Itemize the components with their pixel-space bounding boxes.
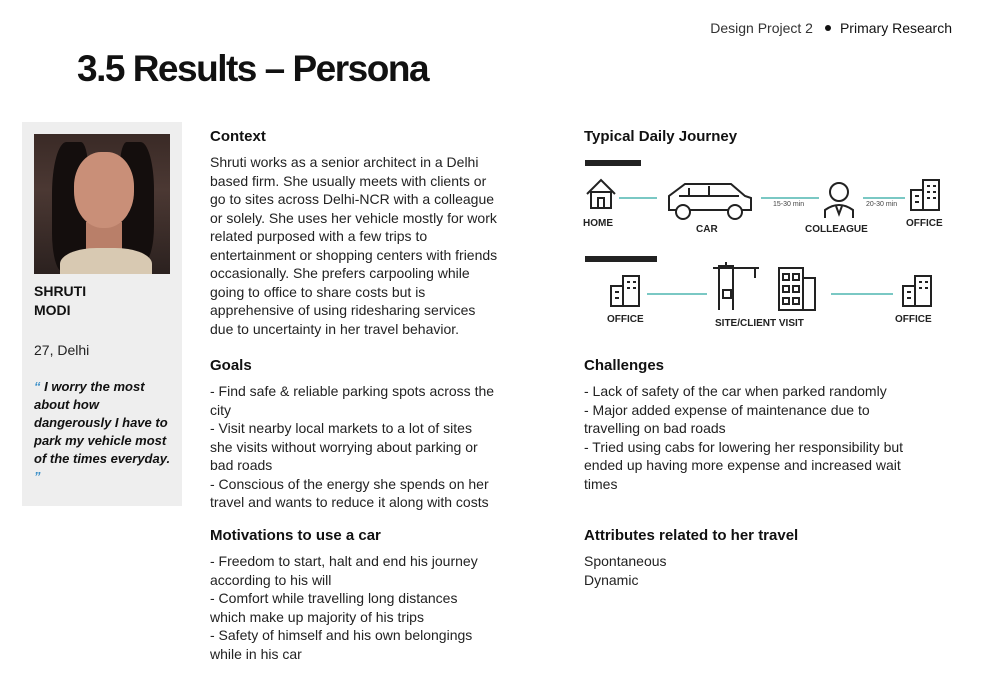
attribute-item: Spontaneous <box>584 553 667 569</box>
label-office-end: OFFICE <box>895 314 932 325</box>
text-line: entertainment or shopping centers with friends <box>210 246 498 263</box>
context-heading: Context <box>210 128 266 145</box>
label-car: CAR <box>696 224 718 235</box>
text-line: due to uncertainty in her travel behavior. <box>210 320 460 337</box>
text-line: - Visit nearby local markets to a lot of sites <box>210 420 472 436</box>
motivations-body <box>210 552 478 663</box>
attributes-heading: Attributes related to her travel <box>584 527 799 544</box>
quote-close-mark: ” <box>34 469 41 484</box>
motivations-heading: Motivations to use a car <box>210 527 381 544</box>
attribute-item: Dynamic <box>584 571 639 588</box>
home-icon <box>587 180 615 208</box>
text-line: which make up majority of his trips <box>210 608 424 625</box>
project-label: Design Project 2 <box>710 20 813 36</box>
text-line: - Conscious of the energy she spends on her <box>210 475 489 492</box>
text-line: ended up having more expense and increased wait <box>584 457 901 473</box>
section-label: Primary Research <box>839 20 952 36</box>
goals-body <box>210 382 494 512</box>
label-site-visit: SITE/CLIENT VISIT <box>715 318 804 329</box>
text-line: travelling on bad roads <box>584 420 726 436</box>
persona-card <box>22 122 182 506</box>
text-line: Shruti works as a senior architect in a Delhi <box>210 154 479 170</box>
text-line: travel and wants to reduce it along with costs <box>210 494 489 510</box>
journey-heading: Typical Daily Journey <box>584 128 738 145</box>
text-line: bad roads <box>210 457 273 473</box>
bullet-dot <box>825 25 831 31</box>
journey-svg <box>583 158 955 338</box>
time-car-colleague: 15-30 min <box>773 201 805 208</box>
label-office-start: OFFICE <box>607 314 644 325</box>
persona-photo <box>34 134 170 274</box>
text-line: - Safety of himself and his own belongings <box>210 627 473 643</box>
goals-heading: Goals <box>210 357 252 374</box>
persona-last-name: MODI <box>34 302 71 318</box>
text-line: based firm. She usually meets with clients or <box>210 172 487 189</box>
quote-open-mark: “ <box>34 379 41 394</box>
text-line: while in his car <box>210 645 302 662</box>
label-home: HOME <box>583 218 613 229</box>
text-line: - Tried using cabs for lowering her responsibility but <box>584 438 904 455</box>
site-buildings-icon <box>779 268 815 310</box>
office-building-icon-3 <box>903 276 931 306</box>
persona-name <box>34 282 174 320</box>
text-line: occasionally. She prefers carpooling while <box>210 265 470 281</box>
office-building-icon <box>911 180 939 210</box>
text-line: related purposed with a few trips to <box>210 228 428 244</box>
text-line: - Freedom to start, halt and end his journey <box>210 553 478 569</box>
text-line: go to sites across Delhi-NCR with a colleague <box>210 191 495 207</box>
intermittent-trips-tag <box>585 256 657 262</box>
persona-first-name: SHRUTI <box>34 283 87 299</box>
challenges-body <box>584 382 903 493</box>
quote-text: I worry the most about how dangerously I have to park my vehicle most of the times everyday. <box>34 379 171 466</box>
text-line: she visits without worrying about parking or <box>210 438 478 455</box>
label-colleague: COLLEAGUE <box>805 224 868 235</box>
colleague-icon <box>825 183 853 218</box>
time-colleague-office: 20-30 min <box>866 201 898 208</box>
office-building-icon-2 <box>611 276 639 306</box>
persona-quote <box>34 378 174 486</box>
persona-age-location: 27, Delhi <box>34 342 90 358</box>
text-line: - Major added expense of maintenance due to <box>584 401 870 418</box>
context-body <box>210 153 497 338</box>
header-breadcrumb <box>710 20 952 36</box>
car-icon <box>669 184 751 219</box>
text-line: city <box>210 401 231 418</box>
text-line: going to office to share costs but is <box>210 283 426 300</box>
text-line: times <box>584 475 618 492</box>
challenges-heading: Challenges <box>584 357 665 374</box>
label-office: OFFICE <box>906 218 943 229</box>
journey-diagram <box>583 158 955 338</box>
text-line: according to his will <box>210 571 332 588</box>
construction-crane-icon <box>713 262 759 310</box>
text-line: - Lack of safety of the car when parked randomly <box>584 383 887 399</box>
attributes-body <box>584 552 667 589</box>
text-line: or solely. She uses her vehicle mostly for work <box>210 209 497 226</box>
text-line: - Comfort while travelling long distances <box>210 590 458 606</box>
text-line: apprehensive of using ridesharing services <box>210 302 476 318</box>
text-line: - Find safe & reliable parking spots across the <box>210 383 495 399</box>
page-title: 3.5 Results – Persona <box>77 48 429 89</box>
